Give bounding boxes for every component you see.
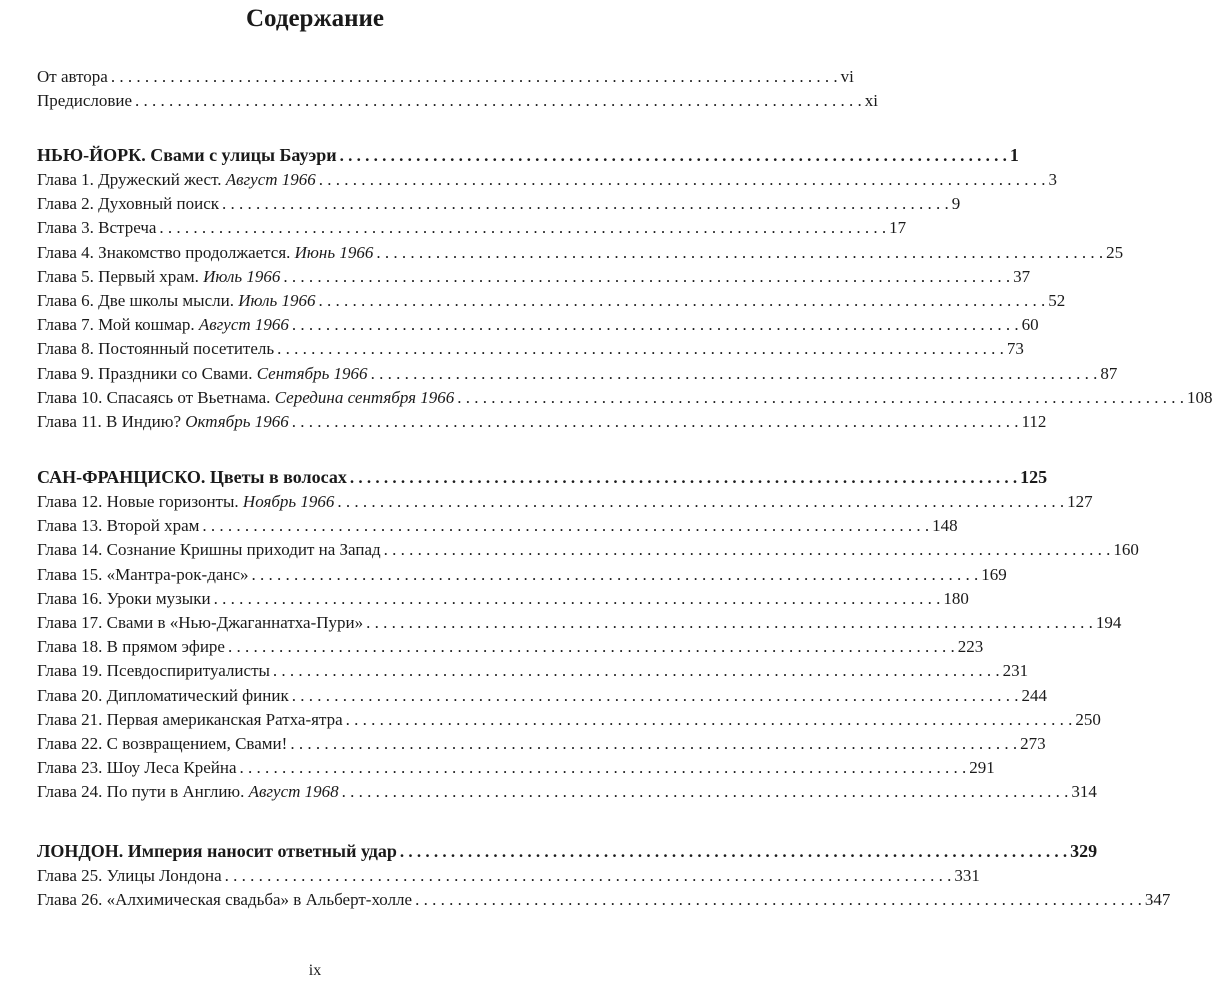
entry-page-number: 331	[954, 866, 980, 885]
leader-dots	[350, 465, 1017, 491]
chapter-entry	[37, 780, 1097, 804]
chapter-entry	[37, 192, 961, 216]
entry-page-number: 250	[1075, 709, 1101, 729]
chapter-entry	[37, 563, 1007, 587]
front-matter-entry	[37, 65, 854, 89]
entry-page-number: 194	[1095, 612, 1122, 632]
entry-page-number: 108	[1187, 387, 1213, 407]
entry-page-number: vi	[840, 67, 854, 86]
toc-section	[37, 142, 1213, 434]
entry-page-number: 73	[1006, 339, 1024, 359]
entry-date: Сентябрь 1966	[256, 363, 368, 383]
entry-date: Октябрь 1966	[185, 411, 289, 431]
section-heading-row	[37, 142, 1019, 168]
chapter-entry	[37, 386, 1213, 410]
entry-page-number: 3	[1048, 170, 1058, 189]
entry-label: Глава 1. Дружеский жест. Август 1966	[37, 170, 316, 189]
chapter-entry	[37, 888, 1171, 912]
entry-date: Середина сентября 1966	[274, 387, 455, 407]
entry-date: Июль 1966	[203, 266, 281, 286]
chapter-entry	[37, 732, 1046, 756]
leader-dots	[376, 241, 1103, 265]
entry-label: Глава 8. Постоянный посетитель	[37, 339, 275, 359]
leader-dots	[159, 216, 886, 240]
entry-label: От автора	[37, 67, 108, 86]
entry-page-number: 244	[1021, 685, 1047, 705]
section-heading-row	[37, 838, 1098, 864]
entry-label: Глава 14. Сознание Кришны приходит на Запад	[37, 540, 381, 560]
entry-page-number: 291	[969, 758, 995, 778]
entry-label: Глава 4. Знакомство продолжается. Июнь 1966	[37, 242, 374, 262]
toc-section	[37, 838, 1171, 912]
chapter-entry	[37, 337, 1024, 361]
entry-label: Глава 2. Духовный поиск	[37, 194, 220, 214]
section-heading: САН-ФРАНЦИСКО. Цветы в волосах	[37, 467, 347, 487]
chapter-entry	[37, 635, 984, 659]
entry-page-number: 314	[1071, 782, 1097, 802]
section-heading: ЛОНДОН. Империя наносит ответный удар	[37, 841, 397, 861]
leader-dots	[111, 65, 838, 89]
entry-page-number: 148	[932, 516, 958, 536]
front-matter-list	[37, 65, 879, 113]
entry-page-number: 231	[1002, 661, 1029, 681]
front-matter-entry	[37, 89, 879, 113]
section-heading: НЬЮ-ЙОРК. Свами с улицы Бауэри	[37, 145, 337, 165]
leader-dots	[292, 313, 1019, 337]
entry-page-number: 180	[943, 588, 969, 608]
leader-dots	[252, 563, 979, 587]
entry-label: Глава 18. В прямом эфире	[37, 637, 225, 657]
chapter-entry	[37, 684, 1047, 708]
chapter-entry	[37, 265, 1031, 289]
entry-page-number: 329	[1070, 841, 1098, 861]
leader-dots	[214, 587, 941, 611]
entry-label: Глава 12. Новые горизонты. Ноябрь 1966	[37, 492, 335, 511]
leader-dots	[319, 168, 1046, 192]
leader-dots	[228, 635, 955, 659]
entry-label: Глава 6. Две школы мысли. Июль 1966	[37, 290, 316, 310]
entry-label: Глава 17. Свами в «Нью-Джаганнатха-Пури»	[37, 612, 364, 632]
entry-date: Август 1966	[198, 315, 289, 335]
chapter-entry	[37, 216, 907, 240]
chapter-entry	[37, 241, 1124, 265]
entry-label: Глава 3. Встреча	[37, 218, 157, 238]
chapter-entry	[37, 289, 1066, 313]
entry-label: Глава 25. Улицы Лондона	[37, 866, 222, 885]
entry-date: Август 1968	[248, 782, 339, 802]
entry-page-number: 17	[889, 218, 907, 238]
entry-page-number: 169	[981, 564, 1007, 584]
leader-dots	[225, 864, 952, 888]
chapter-entry	[37, 313, 1039, 337]
chapter-entry	[37, 410, 1047, 434]
chapter-entry	[37, 708, 1101, 732]
entry-label: Глава 23. Шоу Леса Крейна	[37, 758, 237, 778]
leader-dots	[342, 780, 1069, 804]
entry-page-number: 125	[1020, 467, 1048, 487]
leader-dots	[273, 659, 1000, 683]
entry-label: Предисловие	[37, 91, 133, 111]
entry-page-number: 112	[1021, 411, 1047, 431]
leader-dots	[371, 362, 1098, 386]
entry-label: Глава 11. В Индию? Октябрь 1966	[37, 411, 289, 431]
leader-dots	[290, 732, 1017, 756]
chapter-entry	[37, 611, 1122, 635]
entry-label: Глава 21. Первая американская Ратха-ятра	[37, 709, 343, 729]
entry-label: Глава 22. С возвращением, Свами!	[37, 733, 288, 753]
leader-dots	[239, 756, 966, 780]
leader-dots	[457, 386, 1184, 410]
entry-label: Глава 9. Праздники со Свами. Сентябрь 1966	[37, 363, 368, 383]
leader-dots	[346, 708, 1073, 732]
entry-page-number: 347	[1144, 890, 1171, 910]
entry-date: Ноябрь 1966	[242, 492, 335, 511]
leader-dots	[277, 337, 1004, 361]
chapter-entry	[37, 514, 958, 538]
entry-page-number: 25	[1106, 242, 1124, 262]
entry-label: Глава 19. Псевдоспиритуалисты	[37, 661, 270, 681]
chapter-entry	[37, 659, 1029, 683]
entry-page-number: 60	[1021, 315, 1039, 335]
chapter-entry	[37, 362, 1118, 386]
entry-page-number: 273	[1020, 733, 1046, 753]
leader-dots	[135, 89, 862, 113]
chapter-entry	[37, 756, 995, 780]
chapter-entry	[37, 864, 980, 888]
leader-dots	[340, 143, 1007, 169]
entry-label: Глава 16. Уроки музыки	[37, 588, 211, 608]
leader-dots	[318, 289, 1045, 313]
entry-page-number: 223	[957, 637, 984, 657]
entry-page-number: 127	[1067, 492, 1093, 511]
toc-section	[37, 464, 1139, 804]
entry-page-number: 37	[1013, 266, 1031, 286]
leader-dots	[384, 538, 1111, 562]
chapter-entry	[37, 538, 1139, 562]
page-title: Содержание	[245, 5, 384, 32]
page-number: ix	[308, 962, 322, 979]
leader-dots	[222, 192, 949, 216]
chapter-entry	[37, 168, 1058, 192]
leader-dots	[202, 514, 929, 538]
entry-label: Глава 26. «Алхимическая свадьба» в Альберт-холле	[37, 890, 413, 910]
chapter-entry	[37, 587, 969, 611]
section-heading-row	[37, 464, 1048, 490]
entry-page-number: 9	[951, 194, 961, 214]
entry-date: Июнь 1966	[294, 242, 374, 262]
leader-dots	[337, 490, 1064, 514]
entry-label: Глава 13. Второй храм	[37, 516, 200, 536]
entry-page-number: 87	[1100, 363, 1118, 383]
entry-label: Глава 15. «Мантра-рок-данс»	[37, 564, 249, 584]
chapter-entry	[37, 490, 1093, 514]
leader-dots	[292, 684, 1019, 708]
leader-dots	[366, 611, 1093, 635]
leader-dots	[292, 410, 1019, 434]
entry-page-number: 52	[1048, 290, 1066, 310]
entry-page-number: 160	[1113, 540, 1139, 560]
entry-page-number: 1	[1009, 145, 1019, 165]
leader-dots	[283, 265, 1010, 289]
entry-label: Глава 24. По пути в Англию. Август 1968	[37, 782, 339, 802]
entry-date: Июль 1966	[238, 290, 316, 310]
entry-label: Глава 20. Дипломатический финик	[37, 685, 289, 705]
entry-label: Глава 10. Спасаясь от Вьетнама. Середина сентября 1966	[37, 387, 455, 407]
entry-date: Август 1966	[225, 170, 316, 189]
entry-label: Глава 7. Мой кошмар. Август 1966	[37, 315, 289, 335]
leader-dots	[415, 888, 1142, 912]
leader-dots	[400, 839, 1067, 865]
entry-label: Глава 5. Первый храм. Июль 1966	[37, 266, 281, 286]
entry-page-number: xi	[864, 91, 879, 111]
